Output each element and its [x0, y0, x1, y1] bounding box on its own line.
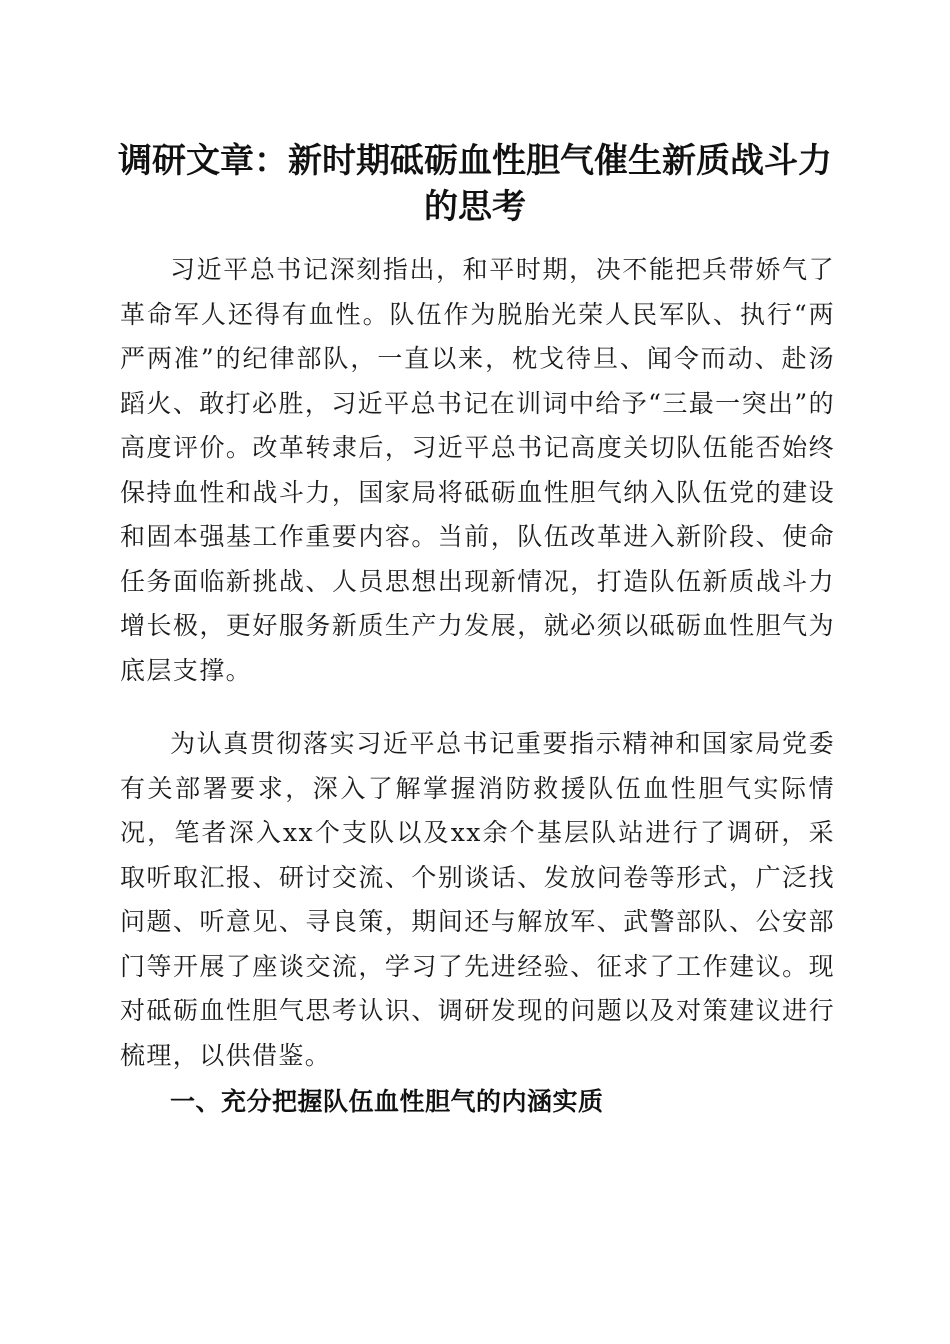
- section-heading: 一、充分把握队伍血性胆气的内涵实质: [170, 1087, 604, 1116]
- body-paragraph-1: 习近平总书记深刻指出，和平时期，决不能把兵带娇气了革命军人还得有血性。队伍作为脱胎光荣人民军队、执行“两严两准”的纪律部队，一直以来，枕戈待旦、闻令而动、赴汤蹈火、敢打必胜，习近平总书记在训词中给予“三最一突出”的高度评价。改革转隶后，习近平总书记高度关切队伍能否始终保持血性和战斗力，国家局将砥砺血性胆气纳入队伍党的建设和固本强基工作重要内容。当前，队伍改革进入新阶段、使命任务面临新挑战、人员思想出现新情况，打造队伍新质战斗力增长极，更好服务新质生产力发展，就必须以砥砺血性胆气为底层支撑。: [120, 255, 835, 685]
- document-title: 调研文章：新时期砥砺血性胆气催生新质战斗力的思考: [118, 141, 832, 227]
- body-paragraph-2: 为认真贯彻落实习近平总书记重要指示精神和国家局党委有关部署要求，深入了解掌握消防救援队伍血性胆气实际情况，笔者深入xx个支队以及xx余个基层队站进行了调研，采取听取汇报、研讨交流、个别谈话、发放问卷等形式，广泛找问题、听意见、寻良策，期间还与解放军、武警部队、公安部门等开展了座谈交流，学习了先进经验、征求了工作建议。现对砥砺血性胆气思考认识、调研发现的问题以及对策建议进行梳理，以供借鉴。: [120, 729, 835, 1070]
